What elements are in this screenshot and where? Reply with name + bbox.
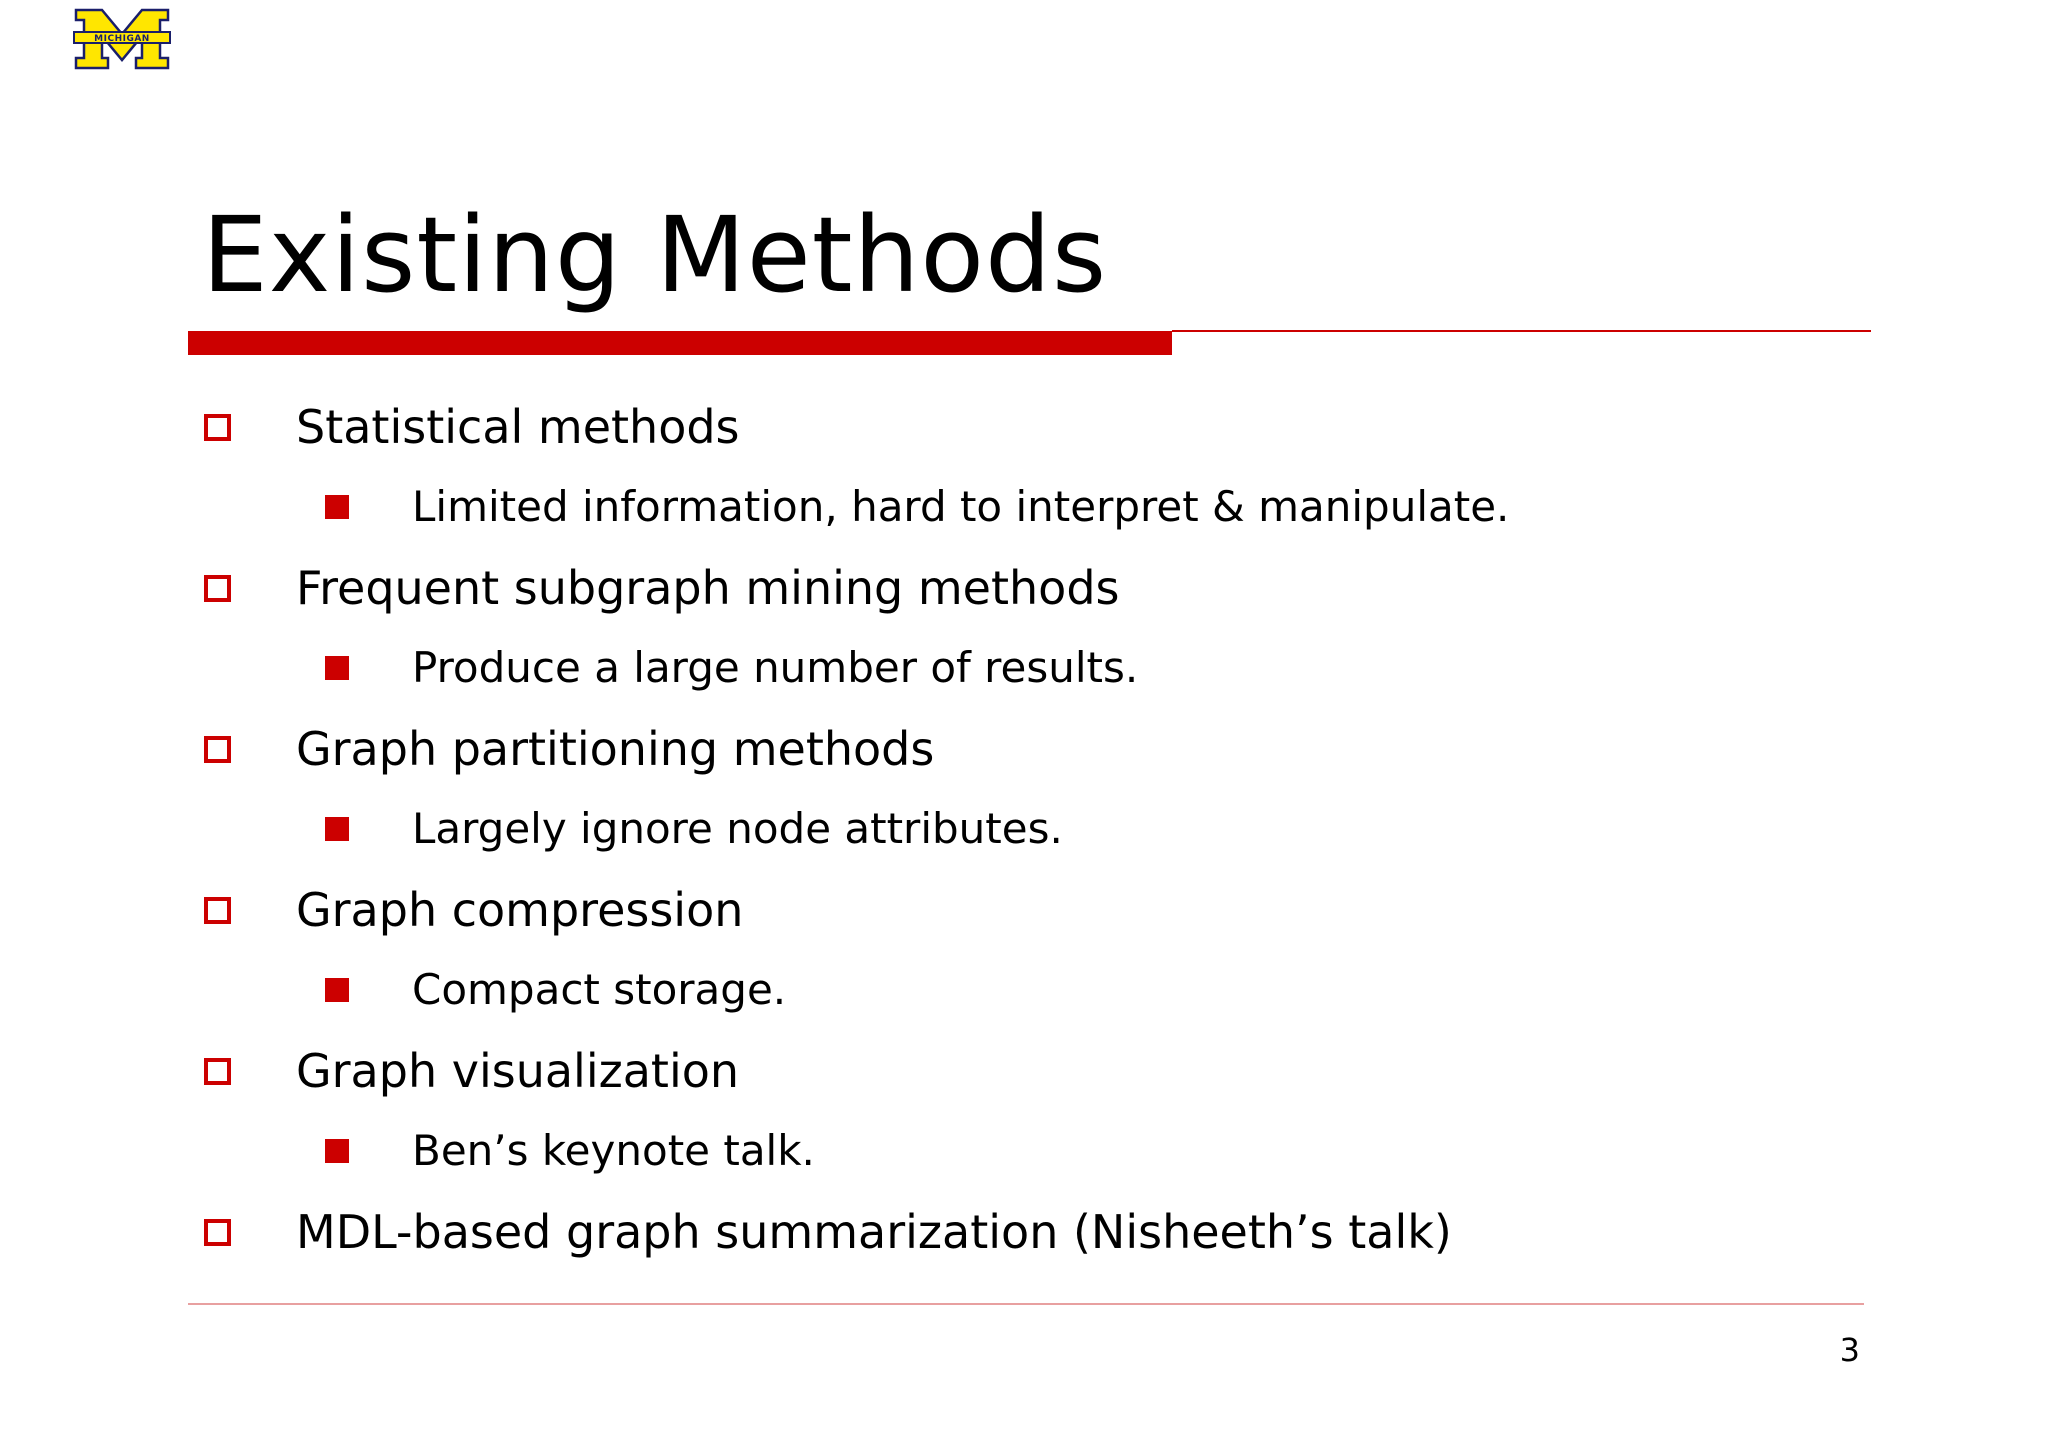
sub-bullet-text: Produce a large number of results.	[412, 643, 1139, 692]
filled-square-bullet-icon	[325, 1139, 349, 1163]
sub-bullet-text: Limited information, hard to interpret & manipulate.	[412, 482, 1510, 531]
bullet-text: Graph compression	[296, 883, 744, 937]
sub-bullet-text: Ben’s keynote talk.	[412, 1126, 815, 1175]
filled-square-bullet-icon	[325, 495, 349, 519]
bullet-text: Graph visualization	[296, 1044, 740, 1098]
hollow-square-bullet-icon	[204, 736, 231, 763]
bullet-text: Graph partitioning methods	[296, 722, 935, 776]
sub-bullet-item	[0, 467, 2048, 547]
bullet-text: MDL-based graph summarization (Nisheeth’s talk)	[296, 1205, 1452, 1259]
hollow-square-bullet-icon	[204, 897, 231, 924]
bullet-item	[0, 1192, 2048, 1272]
logo-wordmark: MICHIGAN	[94, 34, 150, 44]
bullet-text: Frequent subgraph mining methods	[296, 561, 1120, 615]
footer-divider	[188, 1303, 1864, 1305]
sub-bullet-item	[0, 789, 2048, 869]
page-number: 3	[1839, 1331, 1860, 1369]
filled-square-bullet-icon	[325, 978, 349, 1002]
sub-bullet-item	[0, 1111, 2048, 1191]
hollow-square-bullet-icon	[204, 1058, 231, 1085]
hollow-square-bullet-icon	[204, 1219, 231, 1246]
bullet-text: Statistical methods	[296, 400, 740, 454]
bullet-item	[0, 387, 2048, 467]
sub-bullet-item	[0, 628, 2048, 708]
sub-bullet-text: Compact storage.	[412, 965, 787, 1014]
bullet-item	[0, 548, 2048, 628]
hollow-square-bullet-icon	[204, 575, 231, 602]
bullet-item	[0, 1031, 2048, 1111]
sub-bullet-text: Largely ignore node attributes.	[412, 804, 1063, 853]
sub-bullet-item	[0, 950, 2048, 1030]
filled-square-bullet-icon	[325, 817, 349, 841]
page-title: Existing Methods	[202, 194, 1108, 316]
bullet-item	[0, 709, 2048, 789]
bullet-item	[0, 870, 2048, 950]
hollow-square-bullet-icon	[204, 414, 231, 441]
filled-square-bullet-icon	[325, 656, 349, 680]
